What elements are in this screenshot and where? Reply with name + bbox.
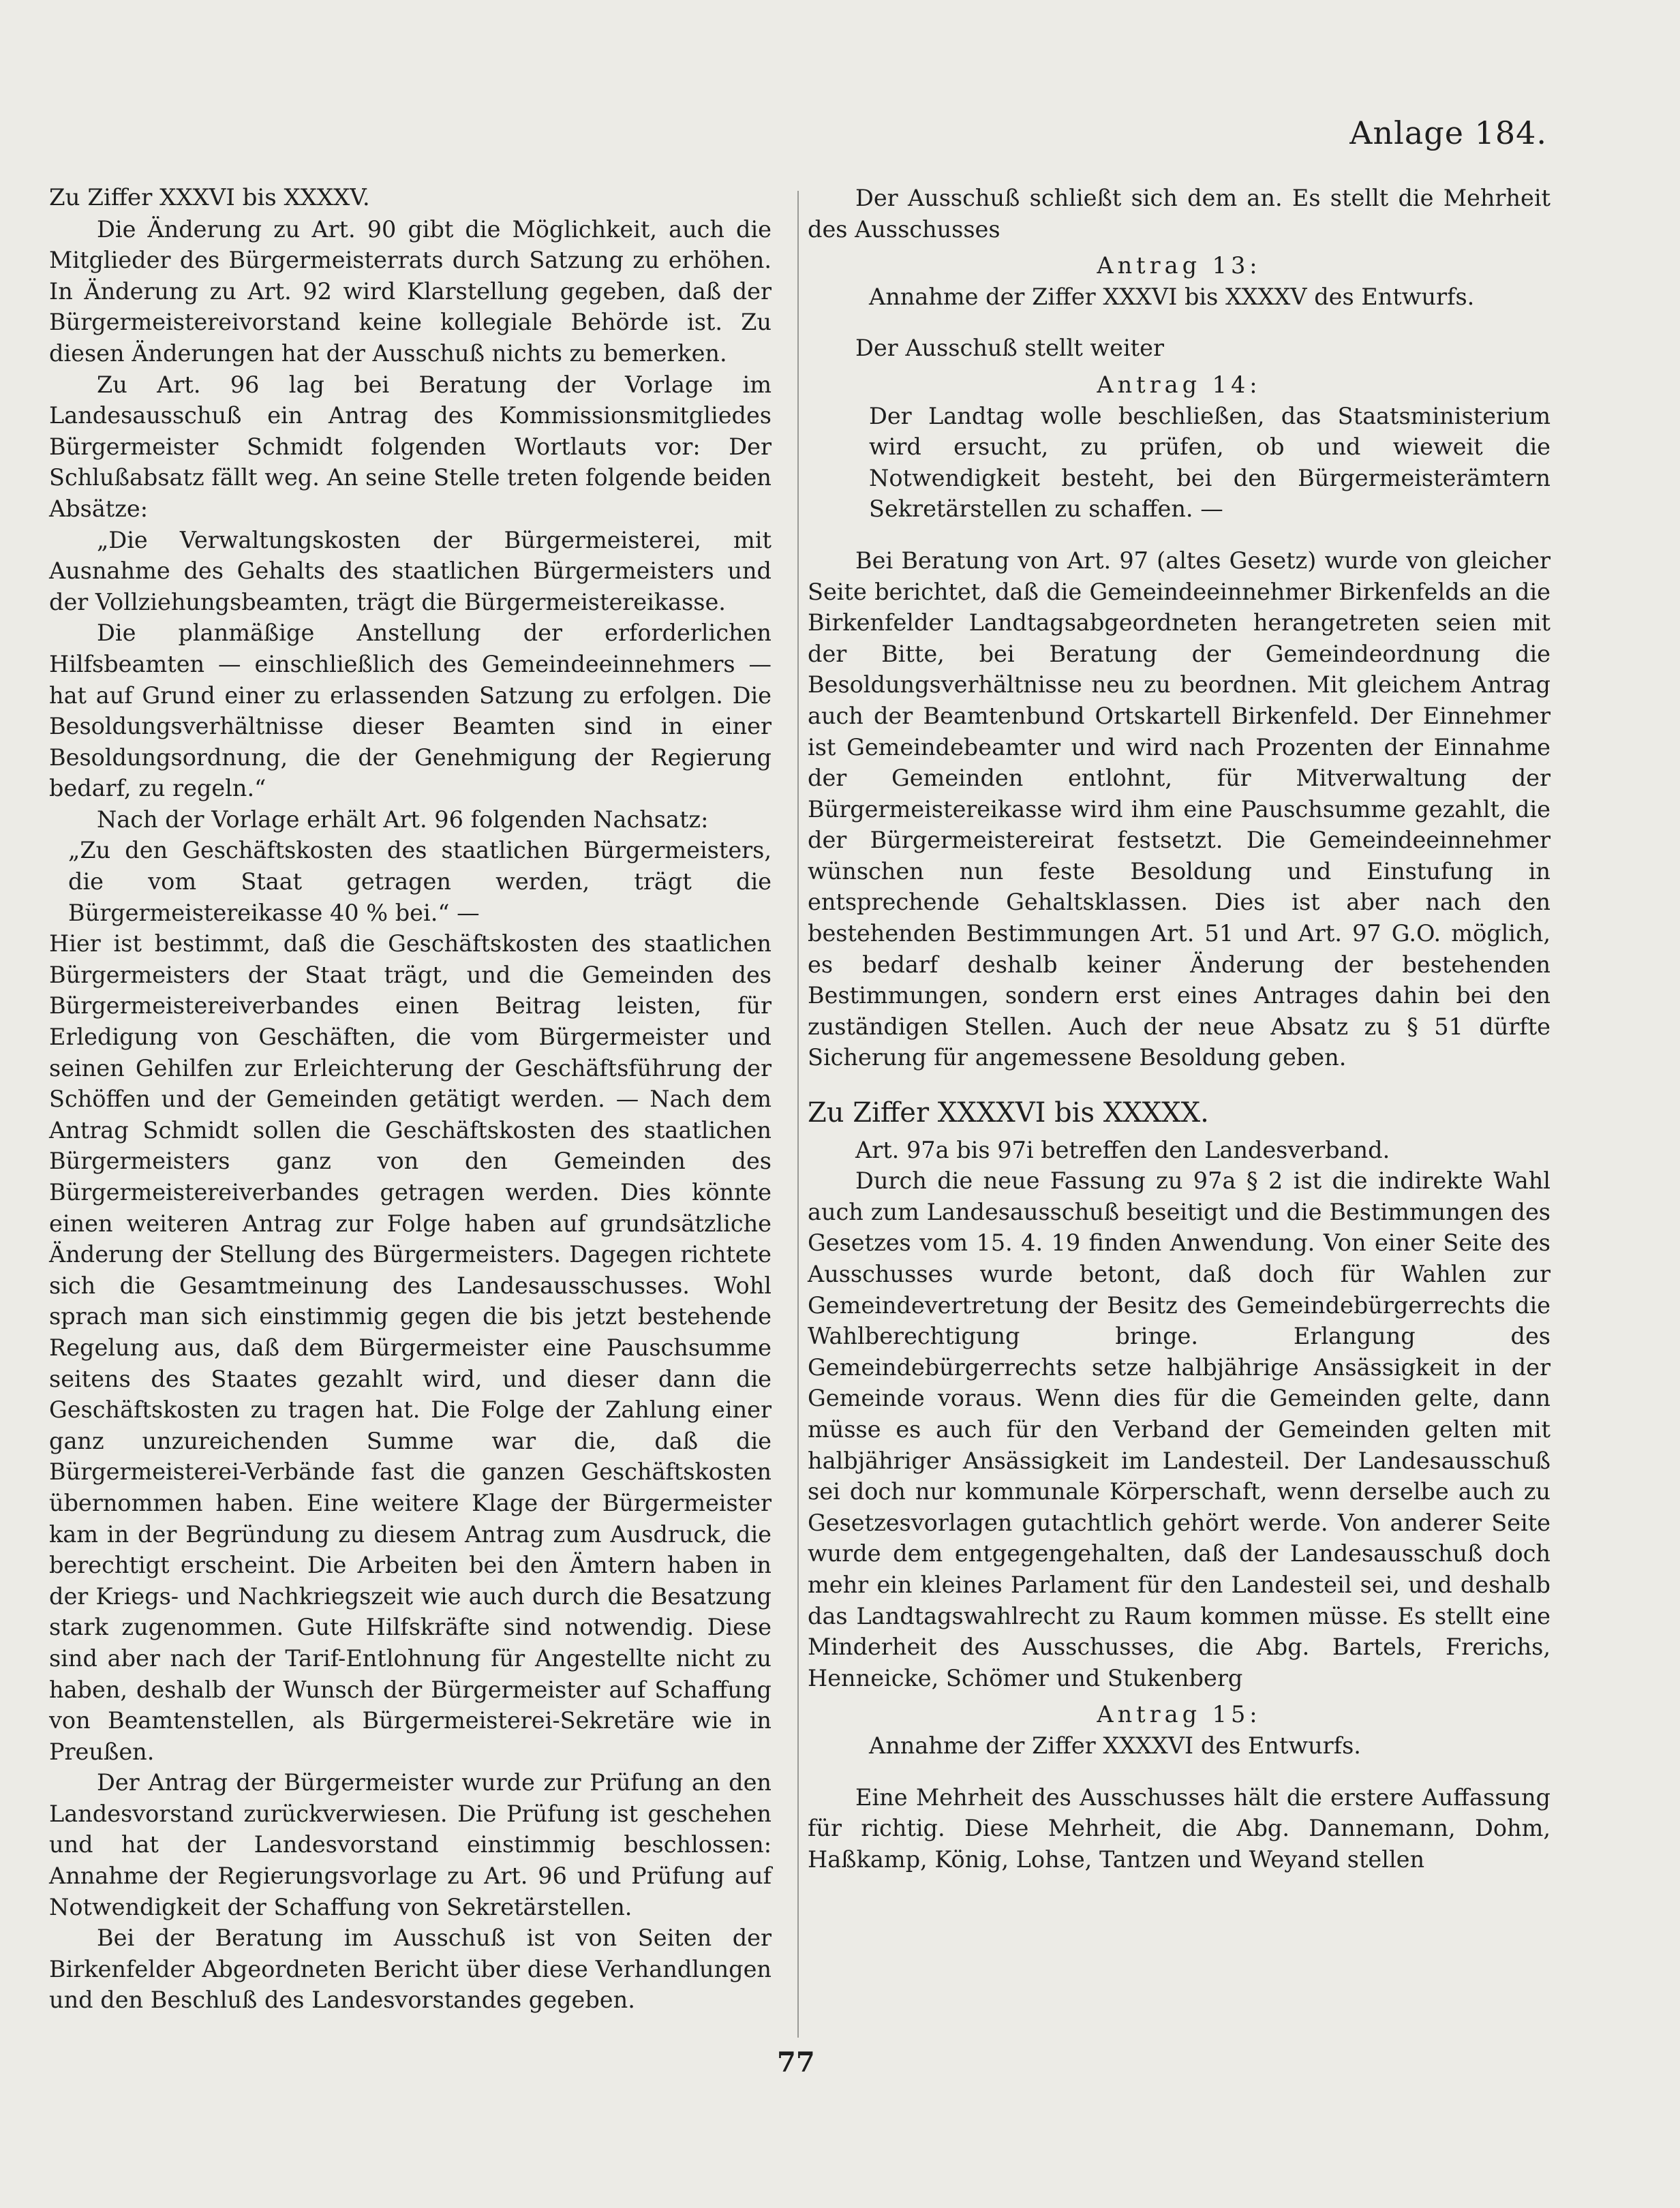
- paragraph: Der Antrag der Bürgermeister wurde zur Prüfung an den Landesvorstand zurückverwiesen. Die Prüfung ist geschehen und hat der Landesvorstand einstimmig beschlossen: Annahme der Regierungsvorlage zu Art. 96 und Prüfung auf Notwendigkeit der Schaffung von Sekretärstellen.: [49, 1769, 772, 1920]
- quote-paragraph: Die planmäßige Anstellung der erforderlichen Hilfsbeamten — einschließlich des Gemeindeeinnehmers — hat auf Grund einer zu erlassenden Satzung zu erfolgen. Die Besoldungsverhältnisse dieser Beamten sind in einer Besoldungsordnung, die der Genehmigung der Regierung bedarf, zu regeln.“: [49, 619, 772, 802]
- paragraph: Durch die neue Fassung zu 97a § 2 ist die indirekte Wahl auch zum Landesausschuß beseitigt und die Bestimmungen des Gesetzes vom 15. 4. 19 finden Anwendung. Von einer Seite des Ausschusses wurde betont, daß doch für Wahlen zur Gemeindevertretung der Besitz des Gemeindebürgerrechts die Wahlberechtigung bringe. Erlangung des Gemeindebürgerrechts setze halbjährige Ansässigkeit in der Gemeinde voraus. Wenn dies für die Gemeinden gelte, dann müsse es auch für den Verband der Gemeinden gelten mit halbjähriger Ansässigkeit im Landesteil. Der Landesausschuß sei doch nur kommunale Körperschaft, wenn derselbe auch zu Gesetzesvorlagen gutachtlich gehört werde. Von anderer Seite wurde dem entgegengehalten, daß der Landesausschuß doch mehr ein kleines Parlament für den Landesteil sei, und deshalb das Landtagswahlrecht zu Raum kommen müsse. Es stellt eine Minderheit des Ausschusses, die Abg. Bartels, Frerichs, Henneicke, Schömer und Stukenberg: [808, 1167, 1551, 1691]
- motion-label: Antrag 14:: [1097, 371, 1262, 398]
- motion-text: Der Landtag wolle beschließen, das Staatsministerium wird ersucht, zu prüfen, ob und wieweit die Notwendigkeit besteht, bei den Bürgermeisterämtern Sekretärstellen zu schaffen. —: [869, 402, 1551, 523]
- paragraph: Art. 97a bis 97i betreffen den Landesverband.: [855, 1136, 1390, 1163]
- paragraph: Eine Mehrheit des Ausschusses hält die erstere Auffassung für richtig. Diese Mehrheit, die Abg. Dannemann, Dohm, Haßkamp, König, Lohse, Tantzen und Weyand stellen: [808, 1783, 1551, 1873]
- quote-paragraph: „Die Verwaltungskosten der Bürgermeisterei, mit Ausnahme des Gehalts des staatlichen Bürgermeisters und der Vollziehungsbeamten, trägt die Bürgermeistereikasse.: [49, 526, 772, 615]
- paragraph: Der Ausschuß stellt weiter: [855, 335, 1164, 362]
- quote-paragraph: „Zu den Geschäftskosten des staatlichen Bürgermeisters, die vom Staat getragen werden, trägt die Bürgermeistereikasse 40 % bei.“ —: [68, 837, 772, 926]
- left-column: [49, 183, 772, 2016]
- motion-label: Antrag 13:: [1097, 252, 1262, 279]
- paragraph: Hier ist bestimmt, daß die Geschäftskosten des staatlichen Bürgermeisters der Staat trägt, und die Gemeinden des Bürgermeistereiverbandes einen Beitrag leisten, für Erledigung von Geschäften, die vom Bürgermeister und seinen Gehilfen zur Erleichterung der Geschäftsführung der Schöffen und der Gemeinden getätigt werden. — Nach dem Antrag Schmidt sollen die Geschäftskosten des staatlichen Bürgermeisters ganz von den Gemeinden des Bürgermeistereiverbandes getragen werden. Dies könnte einen weiteren Antrag zur Folge haben auf grundsätzliche Änderung der Stellung des Bürgermeisters. Dagegen richtete sich die Gesamtmeinung des Landesausschusses. Wohl sprach man sich einstimmig gegen die bis jetzt bestehende Regelung aus, daß dem Bürgermeister eine Pauschsumme seitens des Staates gezahlt wird, und dieser dann die Geschäftskosten zu tragen hat. Die Folge der Zahlung einer ganz unzureichenden Summe war die, daß die Bürgermeisterei-Verbände fast die ganzen Geschäftskosten übernommen haben. Eine weitere Klage der Bürgermeister kam in der Begründung zu diesem Antrag zum Ausdruck, die berechtigt erscheint. Die Arbeiten bei den Ämtern haben in der Kriegs- und Nachkriegszeit wie auch durch die Besatzung stark zugenommen. Gute Hilfskräfte sind notwendig. Diese sind aber nach der Tarif-Entlohnung für Angestellte nicht zu haben, deshalb der Wunsch der Bürgermeister auf Schaffung von Beamtenstellen, als Bürgermeisterei-Sekretäre wie in Preußen.: [49, 930, 772, 1765]
- paragraph: Nach der Vorlage erhält Art. 96 folgenden Nachsatz:: [97, 806, 709, 833]
- motion-text: Annahme der Ziffer XXXXVI des Entwurfs.: [869, 1732, 1361, 1759]
- paragraph: Zu Art. 96 lag bei Beratung der Vorlage im Landesausschuß ein Antrag des Kommissionsmitgliedes Bürgermeister Schmidt folgenden Wortlauts vor: Der Schlußabsatz fällt weg. An seine Stelle treten folgende beiden Absätze:: [49, 371, 772, 522]
- motion-text: Annahme der Ziffer XXXVI bis XXXXV des Entwurfs.: [869, 283, 1475, 310]
- page-number: 77: [777, 2046, 815, 2079]
- paragraph: Der Ausschuß schließt sich dem an. Es stellt die Mehrheit des Ausschusses: [808, 185, 1551, 243]
- section-heading: Zu Ziffer XXXVI bis XXXXV.: [49, 184, 370, 211]
- motion-label: Antrag 15:: [1097, 1701, 1262, 1728]
- column-divider: [797, 191, 799, 2038]
- paragraph: Die Änderung zu Art. 90 gibt die Möglichkeit, auch die Mitglieder des Bürgermeisterrats durch Satzung zu erhöhen. In Änderung zu Art. 92 wird Klarstellung gegeben, daß der Bürgermeistereivorstand keine kollegiale Behörde ist. Zu diesen Änderungen hat der Ausschuß nichts zu bemerken.: [49, 215, 772, 367]
- right-column: [808, 183, 1551, 1875]
- section-heading: Zu Ziffer XXXXVI bis XXXXX.: [808, 1097, 1209, 1129]
- paragraph: Bei Beratung von Art. 97 (altes Gesetz) wurde von gleicher Seite berichtet, daß die Gemeindeeinnehmer Birkenfelds an die Birkenfelder Landtagsabgeordneten herangetreten seien mit der Bitte, bei Beratung der Gemeindeordnung die Besoldungsverhältnisse neu zu beordnen. Mit gleichem Antrag auch der Beamtenbund Ortskartell Birkenfeld. Der Einnehmer ist Gemeindebeamter und wird nach Prozenten der Einnahme der Gemeinden entlohnt, für Mitverwaltung der Bürgermeistereikasse wird ihm eine Pauschsumme gezahlt, die der Bürgermeistereirat festsetzt. Die Gemeindeeinnehmer wünschen nun feste Besoldung und Einstufung in entsprechende Gehaltsklassen. Dies ist aber nach den bestehenden Bestimmungen Art. 51 und Art. 97 G.O. möglich, es bedarf deshalb keiner Änderung der bestehenden Bestimmungen, sondern erst eines Antrages dahin bei den zuständigen Stellen. Auch der neue Absatz zu § 51 dürfte Sicherung für angemessene Besoldung geben.: [808, 547, 1551, 1071]
- page-header: Anlage 184.: [1349, 114, 1547, 151]
- paragraph: Bei der Beratung im Ausschuß ist von Seiten der Birkenfelder Abgeordneten Bericht über diese Verhandlungen und den Beschluß des Landesvorstandes gegeben.: [49, 1925, 772, 2014]
